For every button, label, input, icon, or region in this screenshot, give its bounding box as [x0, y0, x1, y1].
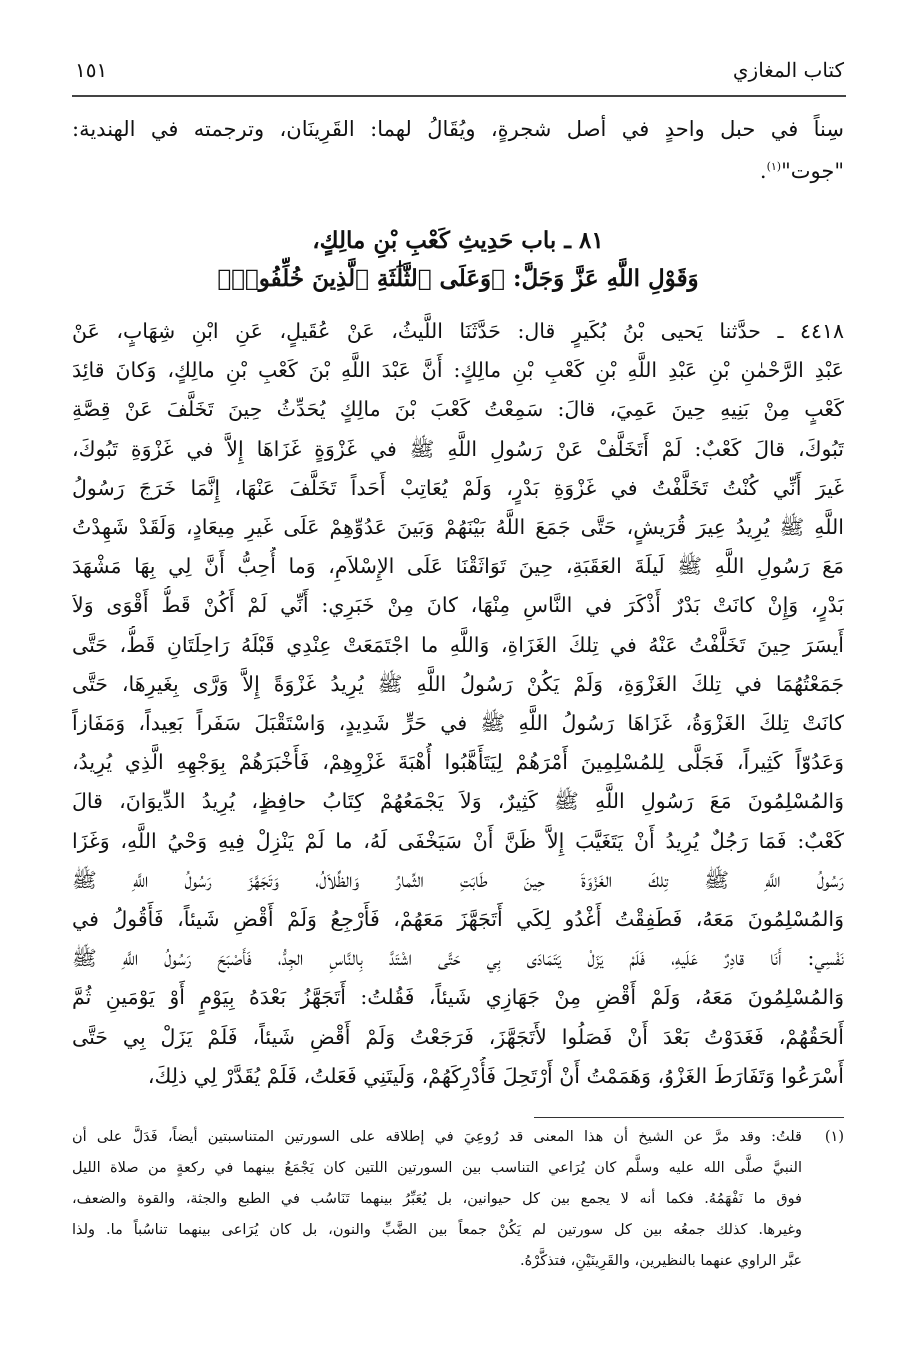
- footnote-marker: (١): [824, 1129, 844, 1145]
- footnote-lines: [72, 1122, 802, 1277]
- hadith-line: كَعْبٍ مِنْ بَنِيهِ حِينَ عَمِيَ، قالَ: سَمِعْتُ كَعْبَ بْنَ مالِكٍ يُحَدِّثُ حِينَ تَخَلَّفَ عَنْ قِصَّةِ: [72, 397, 844, 422]
- hadith-line: أَلحَقُهُمْ، فَغَدَوْتُ بَعْدَ أَنْ فَصَلُوا لأَتَجَهَّزَ، فَرَجَعْتُ وَلَمْ أَقْضِ شَيئاً، فَلَمْ يَزَلْ بِي حَتَّى: [72, 1024, 844, 1049]
- book-title: كتاب المغازي: [732, 58, 844, 82]
- hadith-line: كانَتْ تِلكَ الغَزْوَةُ، غَزَاهَا رَسُولُ اللَّهِ ﷺ في حَرٍّ شَدِيدٍ، وَاسْتَقْبَلَ سَفَراً بَعِيداً، وَمَفَازاً: [72, 711, 844, 736]
- footnote-line: فوق ما نَفْهَمُهُ. فكما أنه لا يجمع بين كل حيوانين، بل يُعَبِّرُ بينهما تَنَاسُب في الطبع والجثة، والقوة والضعف،: [72, 1191, 802, 1207]
- hadith-line: ٤٤١٨ ـ حدَّثنا يَحيى بْنُ بُكَيرٍ قال: حَدَّثَنَا اللَّيثُ، عَنْ عُقَيلٍ، عَنِ ابْنِ شِهَابٍ، عَنْ: [72, 319, 844, 343]
- chapter-heading: [72, 222, 844, 298]
- intro-paragraph: [72, 110, 844, 190]
- hadith-line: وَعَدُوّاً كَثِيراً، فَجَلَّى لِلمُسْلِمِينَ أَمْرَهُمْ لِيَتَأَهَّبُوا أُهْبَةَ غَزْوِهِمْ، فَأَخْبَرَهُمْ بِوَجْهِهِ الَّذِي يُرِيدُ،: [72, 750, 844, 775]
- hadith-line: وَالمُسْلِمُونَ مَعَهُ، فَطَفِقْتُ أَغْدُو لِكَي أَتَجَهَّزَ مَعَهُمْ، فَأَرْجِعُ وَلَمْ أَقْضِ شَيئاً، فَأَقُولُ في: [72, 907, 844, 932]
- footnote-line: عبَّر الراوي عنهما بالنظيرين، والقَرِينَيْنِ، فتذكَّرْهُ.: [520, 1253, 802, 1269]
- hadith-line: مَعَ رَسُولِ اللَّهِ ﷺ لَيلَةَ العَقَبَةِ، حِينَ تَوَاثَقْنَا عَلَى الإِسْلاَمِ، وَما أُحِبُّ أَنَّ لِي بِهَا مَشْهَدَ: [72, 554, 844, 579]
- hadith-line: أَيسَرَ حِينَ تَخَلَّفْتُ عَنْهُ في تِلكَ الغَزَاةِ، وَاللَّهِ ما اجْتَمَعَتْ عِنْدِي قَبْلَهُ رَاحِلَتَانِ قَطُّ، حَتَّى: [72, 632, 844, 657]
- hadith-line: جَمَعْتُهُمَا في تِلكَ الغَزْوَةِ، وَلَمْ يَكُنْ رَسُولُ اللَّهِ ﷺ يُرِيدُ غَزْوَةً إِلاَّ وَرَّى بِغَيرِهَا، حَتَّى: [72, 671, 844, 696]
- page-number: ١٥١: [75, 58, 108, 82]
- footnote-line: النبيَّ صلَّى الله عليه وسلَّم كان يُرَاعي التناسب بين السورتين اللتين كان يَجْمَعُ بينهما في ركعةٍ من صلاة الليل: [72, 1160, 802, 1176]
- hadith-text: [72, 312, 844, 1096]
- hadith-line: اللَّهِ ﷺ يُرِيدُ عِيرَ قُرَيشٍ، حَتَّى جَمَعَ اللَّهُ بَيْنَهُمْ وَبَينَ عَدُوِّهِمْ عَلَى غَيرِ مِيعَادٍ، وَلَقَدْ شَهِدْتُ: [72, 515, 844, 540]
- hadith-line: نَفْسِي: أَنَا قادِرٌ عَلَيهِ، فَلَمْ يَزَلْ يَتَمَادَى بِي حَتَّى اشْتَدَّ بِالنَّاسِ الجِدُّ، فَأَصْبَحَ رَسُولُ اللَّهِ ﷺ: [72, 946, 844, 971]
- intro-period: .: [759, 159, 767, 183]
- hadith-line: رَسُولُ اللَّهِ ﷺ تِلكَ الغَزْوَةَ حِينَ طَابَتِ الثِّمارُ وَالظِّلاَلُ، وَتَجَهَّزَ رَسُولُ اللَّهِ ﷺ: [72, 867, 844, 892]
- footnote: [72, 1122, 844, 1277]
- header-divider: [72, 95, 846, 97]
- chapter-subtitle: وَقَوْلِ اللَّهِ عَزَّ وَجَلَّ: ﴿وَعَلَى ٱلثَّلَٰثَةِ ٱلَّذِينَ خُلِّفُوا۟﴾: [217, 265, 699, 292]
- hadith-line: بَدْرٍ، وَإِنْ كانَتْ بَدْرٌ أَذْكَرَ في النَّاسِ مِنْهَا، كانَ مِنْ خَبَرِي: أَنِّي لَمْ أَكُنْ قَطُّ أَقْوَى وَلاَ: [72, 593, 844, 618]
- running-header: [75, 58, 844, 88]
- footnote-divider: [534, 1117, 844, 1118]
- intro-line: [72, 148, 844, 190]
- hadith-line: تَبُوكَ، قالَ كَعْبٌ: لَمْ أَتَخَلَّفْ عَنْ رَسُولِ اللَّهِ ﷺ في غَزْوَةٍ غَزَاهَا إِلاَّ في غَزْوَةِ تَبُوكَ،: [72, 436, 844, 461]
- hadith-line: عَبْدِ الرَّحْمٰنِ بْنِ عَبْدِ اللَّهِ بْنِ كَعْبِ بْنِ مالِكٍ: أَنَّ عَبْدَ اللَّهِ بْنَ كَعْبِ بْنِ مالِكٍ، وَكانَ قائِدَ: [72, 358, 844, 383]
- hadith-line: كَعْبٌ: فَمَا رَجُلٌ يُرِيدُ أَنْ يَتَغَيَّبَ إِلاَّ ظَنَّ أَنْ سَيَخْفَى لَهُ، ما لَمْ يَنْزِلْ فِيهِ وَحْيُ اللَّهِ، وَغَزَا: [72, 828, 844, 853]
- hadith-line: وَالمُسْلِمُونَ مَعَ رَسُولِ اللَّهِ ﷺ كَثِيرٌ، وَلاَ يَجْمَعُهُمْ كِتَابُ حافِظٍ، يُرِيدُ الدِّيوَانَ، قالَ: [72, 789, 844, 814]
- hadith-line: وَالمُسْلِمُونَ مَعَهُ، وَلَمْ أَقْضِ مِنْ جَهَازِي شَيئاً، فَقُلتُ: أَتَجَهَّزُ بَعْدَهُ بِيَوْمٍ أَوْ يَوْمَينِ ثُمَّ: [72, 985, 844, 1010]
- hadith-line: غَيرَ أَنِّي كُنْتُ تَخَلَّفْتُ في غَزْوَةِ بَدْرٍ، وَلَمْ يُعَاتِبْ أَحَداً تَخَلَّفَ عَنْهَا، إِنَّمَا خَرَجَ رَسُولُ: [72, 475, 844, 500]
- chapter-title: ٨١ ـ باب حَدِيثِ كَعْبِ بْنِ مالِكٍ،: [312, 227, 604, 254]
- intro-line: سِناً في حبل واحدٍ في أصل شجرةٍ، ويُقَالُ لهما: القَرِينَان، وترجمته في الهندية:: [72, 117, 844, 141]
- hadith-line: أَسْرَعُوا وَتَفَارَطَ الغَزْوُ، وَهَمَمْتُ أَنْ أَرْتَحِلَ فَأُدْرِكَهُمْ، وَلَيتَنِي فَعَلتُ، فَلَمْ يُقَدَّرْ لِي ذلِكَ،: [147, 1063, 844, 1088]
- intro-quote: "جوت": [781, 159, 844, 183]
- footnote-ref[interactable]: (١): [766, 160, 782, 173]
- footnote-line: قلتُ: وقد مرَّ عن الشيخ أن هذا المعنى قد رُوعِيَ في إطلاقه على السورتين المتناسبتين أيضاً، فَدَلَّ على أن: [72, 1129, 802, 1145]
- footnote-line: وغيرها. كذلك جمعُه بين كل سورتين لم يَكُنْ جمعاً بين الضَّبِّ والنون، بل كان يُرَاعى بينهما تناسُباً ما. ولذا: [72, 1222, 802, 1238]
